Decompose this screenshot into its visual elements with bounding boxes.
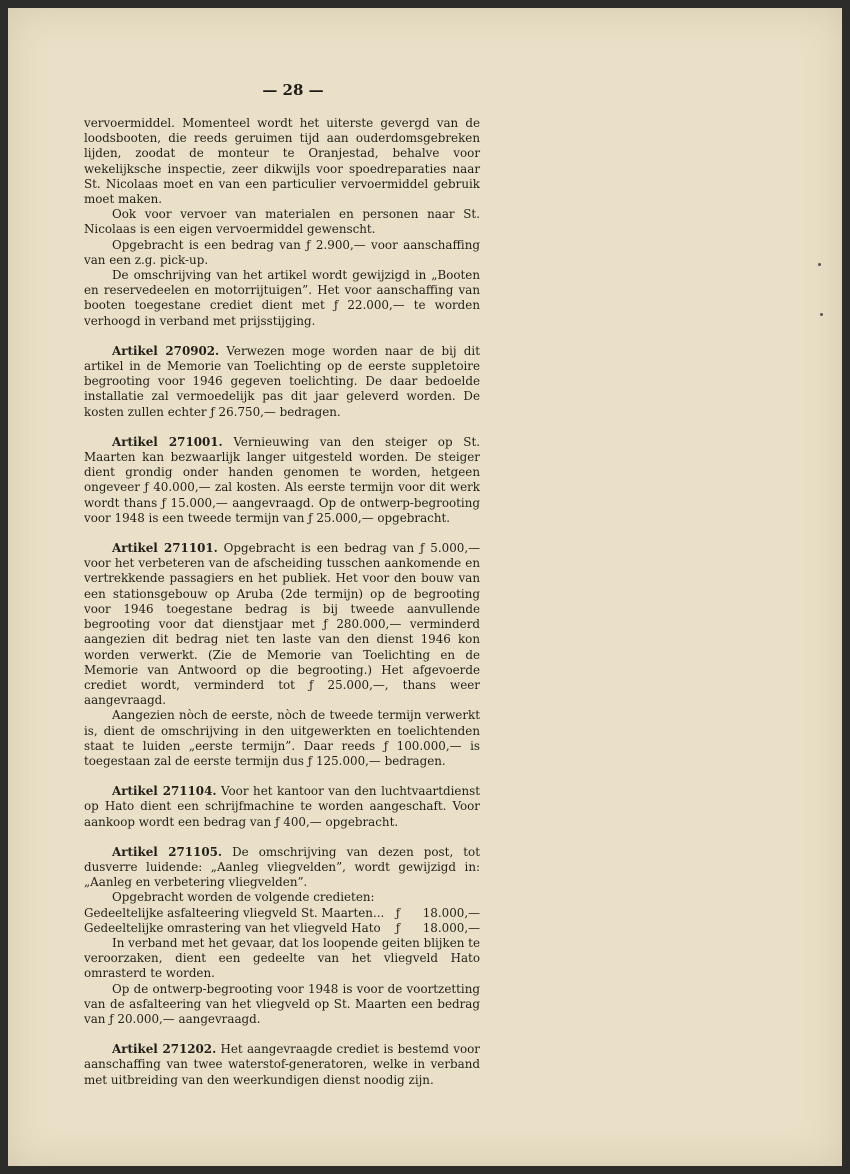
article-text: De omschrijving van dezen post, tot dusverre luidende: „Aanleg vliegvelden”, wordt gewijzigd in: „Aanleg en verbetering vliegvelden”. (84, 844, 480, 890)
article-heading: Artikel 271101. (112, 541, 218, 556)
credit-amount: 18.000,— (422, 905, 480, 920)
currency-sign: ƒ (395, 905, 401, 920)
article-text: Opgebracht is een bedrag van ƒ 5.000,— voor het verbeteren van de afscheiding tusschen aankomende en vertrekkende passagiers en het publiek. Het voor den bouw van een stationsgebouw op Aruba (2de termijn) op de begrooting voor 1946 toegestane bedrag is bij tweede aanvullende begrooting voor dat dienstjaar met ƒ 280.000,— verminderd aangezien dit bedrag niet ten laste van den dienst 1946 kon worden verwerkt. (Zie de Memorie van Toelichting en de Memorie van Antwoord op die begrooting.) Het afgevoerde crediet wordt, verminderd tot ƒ 25.000,—, thans weer aangevraagd. (84, 541, 480, 708)
credit-row (84, 921, 480, 936)
credit-row (84, 906, 480, 921)
body-text (84, 116, 480, 1088)
paragraph: Opgebracht is een bedrag van ƒ 2.900,— voor aanschaffing van een z.g. pick-up. (84, 237, 480, 267)
paper-speck (820, 313, 823, 316)
paragraph: Ook voor vervoer van materialen en personen naar St. Nicolaas is een eigen vervoermiddel gewenscht. (84, 207, 480, 237)
article-paragraph (84, 541, 480, 708)
article-heading: Artikel 271001. (112, 434, 223, 449)
paragraph: Op de ontwerp-begrooting voor 1948 is voor de voortzetting van de asfalteering van het vliegveld op St. Maarten een bedrag van ƒ 20.000,— aangevraagd. (84, 981, 480, 1026)
document-page (8, 8, 842, 1166)
credit-amount: 18.000,— (422, 920, 480, 935)
article-heading: Artikel 271105. (112, 844, 223, 859)
article-text: Vernieuwing van den steiger op St. Maarten kan bezwaarlijk langer uitgesteld worden. De steiger dient grondig onder handen genomen te worden, hetgeen ongeveer ƒ 40.000,— zal kosten. Als eerste termijn voor dit werk wordt thans ƒ 15.000,— aangevraagd. Op de ontwerp-begrooting voor 1948 is een tweede termijn van ƒ 25.000,— opgebracht. (84, 434, 480, 525)
currency-sign: ƒ (395, 920, 401, 935)
paragraph: In verband met het gevaar, dat los loopende geiten blijken te veroorzaken, dient een gedeelte van het vliegveld Hato omrasterd te worden. (84, 935, 480, 981)
credit-description: Gedeeltelijke asfalteering vliegveld St. Maarten... (84, 905, 385, 920)
article-text: Verwezen moge worden naar de bij dit artikel in de Memorie van Toelichting op de eerste suppletoire begrooting voor 1946 gegeven toelichting. De daar bedoelde installatie zal vermoedelijk pas dit jaar geleverd worden. De kosten zullen echter ƒ 26.750,— bedragen. (84, 343, 480, 419)
paper-speck (818, 263, 821, 266)
paragraph: Opgebracht worden de volgende credieten: (112, 890, 375, 905)
paragraph: De omschrijving van het artikel wordt gewijzigd in „Booten en reservedeelen en motorrijtuigen”. Het voor aanschaffing van booten toegestane crediet dient met ƒ 22.000,— te worden verhoogd in verband met prijsstijging. (84, 268, 480, 328)
article-heading: Artikel 271104. (112, 784, 217, 799)
article-heading: Artikel 270902. (112, 343, 220, 358)
article-text: Voor het kantoor van den luchtvaartdienst op Hato dient een schrijfmachine te worden aangeschaft. Voor aankoop wordt een bedrag van ƒ 400,— opgebracht. (84, 784, 480, 829)
article-paragraph (84, 845, 480, 891)
article-paragraph (84, 344, 480, 420)
paragraph: vervoermiddel. Momenteel wordt het uiterste gevergd van de loodsbooten, die reeds geruimen tijd aan ouderdomsgebreken lijden, zoodat de monteur te Oranjestad, behalve voor wekelijksche inspectie, zeer dikwijls voor spoedreparaties naar St. Nicolaas moet en van een particulier vervoermiddel gebruik moet maken. (84, 116, 480, 207)
credit-description: Gedeeltelijke omrastering van het vliegveld Hato (84, 920, 381, 935)
article-text: Het aangevraagde crediet is bestemd voor aanschaffing van twee waterstof-generatoren, welke in verband met uitbreiding van den weerkundigen dienst noodig zijn. (84, 1042, 480, 1087)
article-paragraph (84, 435, 480, 526)
paragraph: Aangezien nòch de eerste, nòch de tweede termijn verwerkt is, dient de omschrijving in den uitgewerkten en toelichtenden staat te luiden „eerste termijn”. Daar reeds ƒ 100.000,— is toegestaan zal de eerste termijn dus ƒ 125.000,— bedragen. (84, 708, 480, 768)
article-heading: Artikel 271202. (112, 1042, 217, 1057)
article-paragraph (84, 1042, 480, 1088)
page-number: — 28 — (262, 81, 324, 99)
article-paragraph (84, 784, 480, 830)
